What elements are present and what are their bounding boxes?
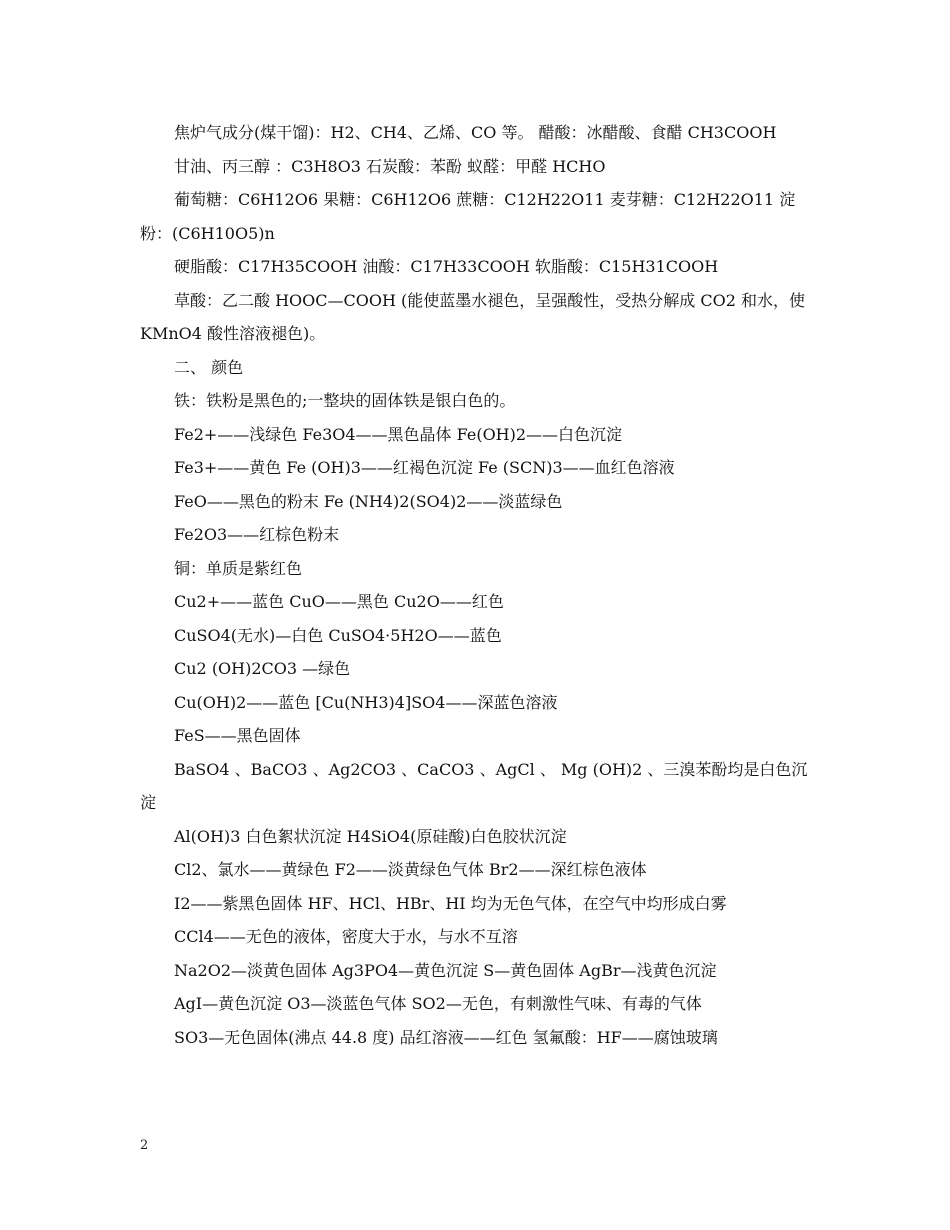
paragraph-na2o2: Na2O2—淡黄色固体 Ag3PO4—黄色沉淀 S—黄色固体 AgBr—浅黄色沉淀 bbox=[174, 960, 717, 980]
paragraph-cu2: Cu2+——蓝色 CuO——黑色 Cu2O——红色 bbox=[174, 592, 504, 611]
paragraph-oxalic-acid: 草酸：乙二酸 HOOC—COOH (能使蓝墨水褪色，呈强酸性，受热分解成 CO2 和水，使 KMnO4 酸性溶液褪色)。 bbox=[140, 290, 805, 343]
paragraph-sugars: 葡萄糖：C6H12O6 果糖：C6H12O6 蔗糖：C12H22O11 麦芽糖：C12H22O11 淀粉：(C6H10O5)n bbox=[140, 190, 796, 243]
paragraph-white-precipitates: BaSO4 、BaCO3 、Ag2CO3 、CaCO3 、AgCl 、 Mg (OH)2 、三溴苯酚均是白色沉淀 bbox=[140, 759, 808, 812]
paragraph-halogens: Cl2、氯水——黄绿色 F2——淡黄绿色气体 Br2——深红棕色液体 bbox=[174, 860, 647, 879]
paragraph-fatty-acids: 硬脂酸：C17H35COOH 油酸：C17H33COOH 软脂酸：C15H31COOH bbox=[174, 257, 719, 276]
paragraph-cu2oh2co3: Cu2 (OH)2CO3 —绿色 bbox=[174, 659, 351, 678]
page-number: 2 bbox=[140, 1138, 149, 1153]
document-body bbox=[140, 116, 812, 1054]
paragraph-agi: AgI—黄色沉淀 O3—淡蓝色气体 SO2—无色，有刺激性气味、有毒的气体 bbox=[174, 994, 702, 1013]
paragraph-feo: FeO——黑色的粉末 Fe (NH4)2(SO4)2——淡蓝绿色 bbox=[174, 491, 563, 511]
paragraph-fe2: Fe2+——浅绿色 Fe3O4——黑色晶体 Fe(OH)2——白色沉淀 bbox=[174, 424, 623, 444]
paragraph-fe3: Fe3+——黄色 Fe (OH)3——红褐色沉淀 Fe (SCN)3——血红色溶液 bbox=[174, 458, 675, 477]
paragraph-so3: SO3—无色固体(沸点 44.8 度) 品红溶液——红色 氢氟酸：HF——腐蚀玻璃 bbox=[174, 1027, 718, 1047]
paragraph-fe2o3: Fe2O3——红棕色粉末 bbox=[174, 525, 340, 544]
paragraph-copper: 铜：单质是紫红色 bbox=[174, 558, 303, 578]
paragraph-iodine: I2——紫黑色固体 HF、HCl、HBr、HI 均为无色气体，在空气中均形成白雾 bbox=[174, 893, 727, 913]
paragraph-glycerol-phenol: 甘油、丙三醇 ：C3H8O3 石炭酸：苯酚 蚁醛：甲醛 HCHO bbox=[174, 156, 606, 176]
paragraph-fes: FeS——黑色固体 bbox=[174, 726, 301, 745]
paragraph-aloh3: Al(OH)3 白色絮状沉淀 H4SiO4(原硅酸)白色胶状沉淀 bbox=[174, 826, 567, 846]
paragraph-cuoh2: Cu(OH)2——蓝色 [Cu(NH3)4]SO4——深蓝色溶液 bbox=[174, 692, 558, 712]
section-heading-colors: 二、 颜色 bbox=[174, 357, 244, 377]
paragraph-coke-oven-gas: 焦炉气成分(煤干馏)：H2、CH4、乙烯、CO 等。 醋酸：冰醋酸、食醋 CH3COOH bbox=[174, 123, 777, 142]
paragraph-iron: 铁：铁粉是黑色的;一整块的固体铁是银白色的。 bbox=[174, 391, 516, 410]
paragraph-ccl4: CCl4——无色的液体，密度大于水，与水不互溶 bbox=[174, 927, 518, 946]
paragraph-cuso4: CuSO4(无水)—白色 CuSO4·5H2O——蓝色 bbox=[174, 625, 502, 645]
